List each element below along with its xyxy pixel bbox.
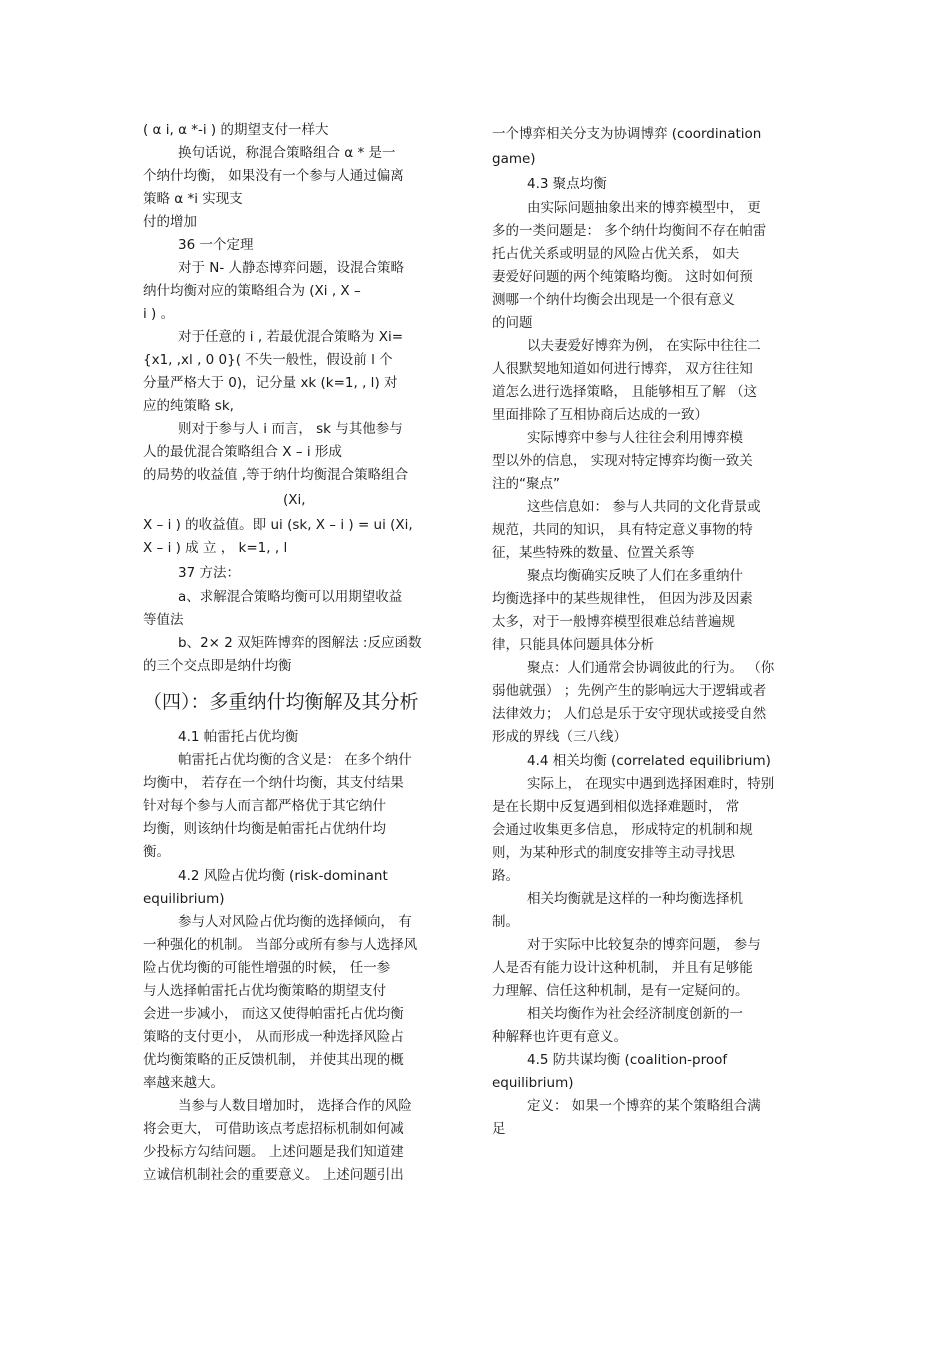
- text-line: 道怎么进行选择策略， 且能够相互了解 （这: [492, 384, 758, 400]
- text-line: 太多，对于一般博弈模型很难总结普遍规: [492, 614, 735, 630]
- text-line: 均衡中， 若存在一个纳什均衡，其支付结果: [143, 775, 404, 791]
- text-line: 托占优关系或明显的风险占优关系， 如夫: [492, 246, 740, 262]
- text-line: 衡。: [143, 844, 170, 860]
- text-line: 相关均衡作为社会经济制度创新的一: [527, 1006, 743, 1022]
- text-line: 针对每个参与人而言都严格优于其它纳什: [143, 798, 386, 814]
- text-line: 个纳什均衡， 如果没有一个参与人通过偏离: [143, 168, 404, 184]
- text-line: 与人选择帕雷托占优均衡策略的期望支付: [143, 983, 386, 999]
- text-line: 路。: [492, 868, 519, 884]
- text-line: a、求解混合策略均衡可以用期望收益: [178, 589, 403, 605]
- text-line: 以夫妻爱好博弈为例， 在实际中往往二: [527, 338, 761, 354]
- text-line: 妻爱好问题的两个纯策略均衡。 这时如何预: [492, 269, 753, 285]
- text-line: 4.5 防共谋均衡 (coalition-proof: [527, 1052, 728, 1068]
- text-line: 里面排除了互相协商后达成的一致）: [492, 407, 708, 423]
- text-line: b、2× 2 双矩阵博弈的图解法 :反应函数: [178, 635, 422, 651]
- text-line: X – i ) 成 立 ， k=1, , l: [143, 540, 288, 556]
- text-line: 4.4 相关均衡 (correlated equilibrium): [527, 753, 771, 769]
- text-line: 制。: [492, 914, 519, 930]
- text-line: 律，只能具体问题具体分析: [492, 637, 654, 653]
- text-line: 法律效力； 人们总是乐于安守现状或接受自然: [492, 706, 767, 722]
- text-line: 对于 N- 人静态博弈问题，设混合策略: [178, 260, 405, 276]
- text-line: 4.2 风险占优均衡 (risk-dominant: [178, 868, 388, 884]
- section-heading: （四）：多重纳什均衡解及其分析: [143, 691, 419, 713]
- text-line: 纳什均衡对应的策略组合为 (Xi , X –: [143, 283, 361, 299]
- text-line: 均衡，则该纳什均衡是帕雷托占优纳什均: [143, 821, 386, 837]
- text-line: 测哪一个纳什均衡会出现是一个很有意义: [492, 292, 735, 308]
- text-line: 规范，共同的知识， 具有特定意义事物的特: [492, 522, 753, 538]
- text-line: 当参与人数目增加时， 选择合作的风险: [178, 1098, 412, 1114]
- text-line: 人的最优混合策略组合 X – i 形成: [143, 444, 342, 460]
- text-line: 帕雷托占优均衡的含义是： 在多个纳什: [178, 752, 412, 768]
- text-line: 足: [492, 1121, 506, 1137]
- text-line: 少投标方勾结问题。 上述问题是我们知道建: [143, 1144, 404, 1160]
- text-line: 人很默契地知道如何进行博弈， 双方往往知: [492, 361, 753, 377]
- text-line: 的局势的收益值 ,等于纳什均衡混合策略组合: [143, 467, 409, 483]
- text-line: 均衡选择中的某些规律性， 但因为涉及因素: [492, 591, 753, 607]
- text-line: 聚点：人们通常会协调彼此的行为。 （你: [527, 660, 775, 676]
- text-line: 36 一个定理: [178, 237, 254, 253]
- text-line: 弱他就强） ；先例产生的影响远大于逻辑或者: [492, 683, 767, 699]
- text-line: 定义： 如果一个博弈的某个策略组合满: [527, 1098, 761, 1114]
- text-line: 换句话说，称混合策略组合 α * 是一: [178, 145, 396, 161]
- text-line: 一种强化的机制。 当部分或所有参与人选择风: [143, 937, 418, 953]
- text-line: 37 方法：: [178, 565, 240, 581]
- text-line: 会通过收集更多信息， 形成特定的机制和规: [492, 822, 753, 838]
- text-line: 人是否有能力设计这种机制， 并且有足够能: [492, 960, 753, 976]
- text-line: 付的增加: [143, 214, 197, 230]
- text-line: 将会更大， 可借助该点考虑招标机制如何减: [143, 1121, 404, 1137]
- text-line: 相关均衡就是这样的一种均衡选择机: [527, 891, 743, 907]
- text-line: equilibrium): [492, 1075, 574, 1091]
- text-line: {x1, ,xl , 0 0}( 不失一般性，假设前 l 个: [143, 352, 393, 368]
- text-line: 实际博弈中参与人往往会利用博弈模: [527, 430, 743, 446]
- text-line: 由实际问题抽象出来的博弈模型中， 更: [527, 200, 761, 216]
- text-line: 4.1 帕雷托占优均衡: [178, 729, 299, 745]
- text-line: 会进一步减小， 而这又使得帕雷托占优均衡: [143, 1006, 404, 1022]
- text-line: 对于实际中比较复杂的博弈问题， 参与: [527, 937, 761, 953]
- text-line: 立诚信机制社会的重要意义。 上述问题引出: [143, 1167, 404, 1183]
- text-line: 实际上， 在现实中遇到选择困难时，特别: [527, 776, 775, 792]
- text-line: equilibrium): [143, 891, 225, 907]
- text-line: game): [492, 151, 536, 167]
- text-line: 4.3 聚点均衡: [527, 176, 607, 192]
- text-line: 形成的界线（三八线）: [492, 729, 627, 745]
- text-line: 策略 α *i 实现支: [143, 191, 243, 207]
- text-line: 险占优均衡的可能性增强的时候， 任一参: [143, 960, 391, 976]
- text-line: ( α i, α *-i ) 的期望支付一样大: [143, 122, 329, 138]
- text-line: 征，某些特殊的数量、位置关系等: [492, 545, 695, 561]
- text-line: 对于任意的 i , 若最优混合策略为 Xi=: [178, 329, 404, 345]
- text-line: 是在长期中反复遇到相似选择难题时， 常: [492, 799, 740, 815]
- text-line: i ) 。: [143, 306, 175, 322]
- text-line: 则，为某种形式的制度安排等主动寻找思: [492, 845, 735, 861]
- text-line: 聚点均衡确实反映了人们在多重纳什: [527, 568, 743, 584]
- text-line: X – i ) 的收益值。即 ui (sk, X – i ) = ui (Xi,: [143, 517, 413, 533]
- text-line: 优均衡策略的正反馈机制， 并使其出现的概: [143, 1052, 404, 1068]
- text-line: 分量严格大于 0)，记分量 xk (k=1, , l) 对: [143, 375, 398, 391]
- text-line: 率越来越大。: [143, 1075, 224, 1091]
- text-line: 等值法: [143, 612, 184, 628]
- text-line: 参与人对风险占优均衡的选择倾向， 有: [178, 914, 412, 930]
- text-line: 型以外的信息， 实现对特定博弈均衡一致关: [492, 453, 753, 469]
- text-line: 应的纯策略 sk,: [143, 398, 234, 414]
- text-line: 则对于参与人 i 而言， sk 与其他参与: [178, 421, 403, 437]
- text-line: 的三个交点即是纳什均衡: [143, 658, 292, 674]
- text-line: 一个博弈相关分支为协调博弈 (coordination: [492, 126, 762, 142]
- text-line: 种解释也许更有意义。: [492, 1029, 627, 1045]
- text-line: 的问题: [492, 315, 533, 331]
- text-line: 策略的支付更小， 从而形成一种选择风险占: [143, 1029, 404, 1045]
- text-line: 多的一类问题是： 多个纳什均衡间不存在帕雷: [492, 223, 767, 239]
- text-line: 注的“聚点”: [492, 476, 560, 492]
- text-line: 力理解、信任这种机制，是有一定疑问的。: [492, 983, 749, 999]
- text-line: 这些信息如： 参与人共同的文化背景或: [527, 499, 761, 515]
- text-line: (Xi,: [283, 492, 306, 508]
